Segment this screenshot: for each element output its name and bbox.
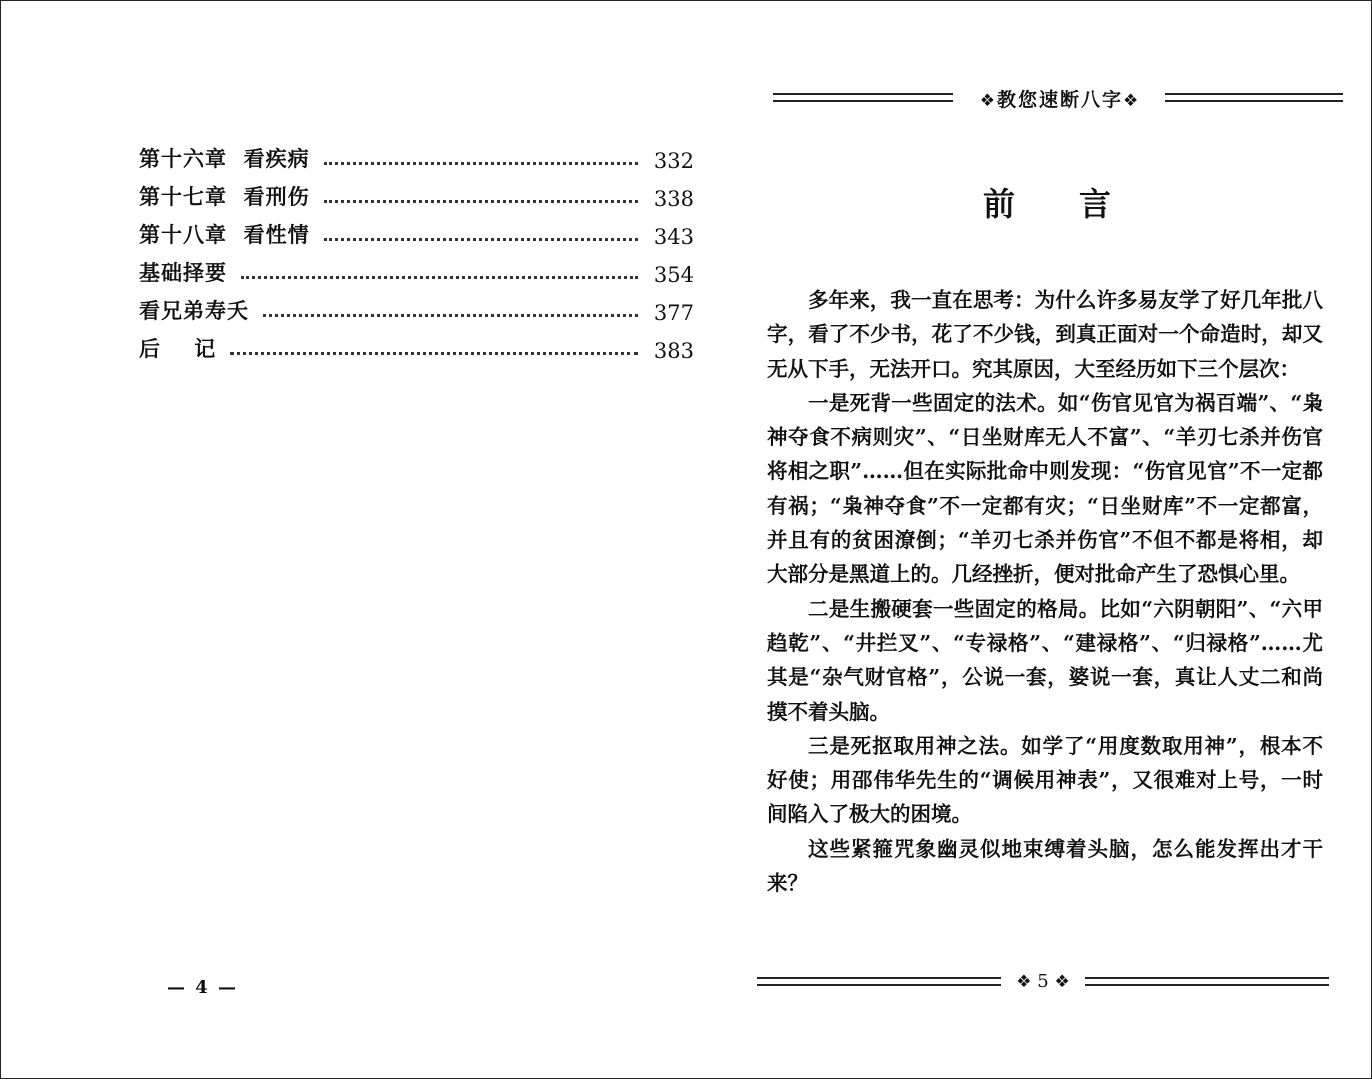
toc-entry-title: 看兄弟寿夭 (139, 298, 249, 323)
toc-entry (139, 325, 694, 363)
paragraph: 这些紧箍咒象幽灵似地束缚着头脑，怎么能发挥出才干来？ (767, 836, 1323, 896)
toc-entry (139, 211, 694, 249)
paragraph: 一是死背一些固定的法术。如“伤官见官为祸百端”、“枭神夺食不病则灾”、“日坐财库无人不富”、“羊刃七杀并伤官将相之职”……但在实际批命中则发现：“伤官见官”不一定都有祸；“枭神夺食”不一定都有灾；“日坐财库”不一定都富，并且有的贫困潦倒；“羊刃七杀并伤官”不但不都是将相，却大部分是黑道上的。几经挫折，便对批命产生了恐惧心里。 (767, 390, 1323, 587)
paragraph: 多年来，我一直在思考：为什么许多易友学了好几年批八字，看了不少书，花了不少钱，到真正面对一个命造时，却又无从下手，无法开口。究其原因，大至经历如下三个层次： (767, 288, 1323, 381)
knot-ornament-icon: ❖ (1123, 91, 1141, 111)
toc-entry-page: 383 (653, 339, 694, 363)
footer-center (1007, 971, 1079, 992)
toc-leader-dots (230, 352, 638, 355)
toc-entry-page: 343 (653, 225, 694, 249)
toc-entry-page: 332 (653, 149, 694, 173)
toc-entry (139, 287, 694, 325)
preface-body (767, 283, 1323, 900)
table-of-contents (139, 135, 694, 363)
toc-leader-dots (324, 238, 638, 241)
knot-ornament-icon: ❖ (1054, 972, 1070, 992)
running-footer (757, 971, 1329, 995)
toc-entry-title: 后 记 (139, 336, 217, 361)
running-header-title (957, 85, 1163, 112)
section-heading: 前言 (983, 185, 1176, 223)
toc-leader-dots (324, 200, 638, 203)
footer-rule-left (757, 977, 1001, 986)
footer-rule-right (1085, 977, 1329, 986)
toc-entry-page: 338 (653, 187, 694, 211)
book-title: 教您速断八字 (996, 89, 1123, 111)
toc-entry-title: 基础择要 (139, 260, 227, 285)
toc-entry (139, 173, 694, 211)
toc-entry-page: 377 (653, 301, 694, 325)
knot-ornament-icon: ❖ (1016, 972, 1032, 992)
toc-entry (139, 249, 694, 287)
toc-entry-title: 第十七章 看刑伤 (139, 184, 310, 209)
toc-entry-page: 354 (653, 263, 694, 287)
paragraph: 三是死抠取用神之法。如学了“用度数取用神”，根本不好使；用邵伟华先生的“调候用神表”，又很难对上号，一时间陷入了极大的困境。 (767, 733, 1323, 827)
toc-entry-title: 第十六章 看疾病 (139, 146, 310, 171)
running-header (773, 85, 1343, 111)
right-page-number: 5 (1037, 971, 1049, 992)
toc-leader-dots (241, 276, 638, 279)
header-rule-right (1165, 93, 1343, 102)
left-page-number: — 4 — (167, 977, 239, 998)
knot-ornament-icon: ❖ (979, 91, 997, 111)
header-rule-left (773, 93, 953, 102)
toc-leader-dots (263, 314, 638, 317)
toc-leader-dots (324, 162, 638, 165)
toc-entry-title: 第十八章 看性情 (139, 222, 310, 247)
paragraph: 二是生搬硬套一些固定的格局。比如“六阴朝阳”、“六甲趋乾”、“井拦叉”、“专禄格”、“建禄格”、“归禄格”……尤其是“杂气财官格”，公说一套，婆说一套，真让人丈二和尚摸不着头脑。 (767, 596, 1323, 724)
toc-entry (139, 135, 694, 173)
